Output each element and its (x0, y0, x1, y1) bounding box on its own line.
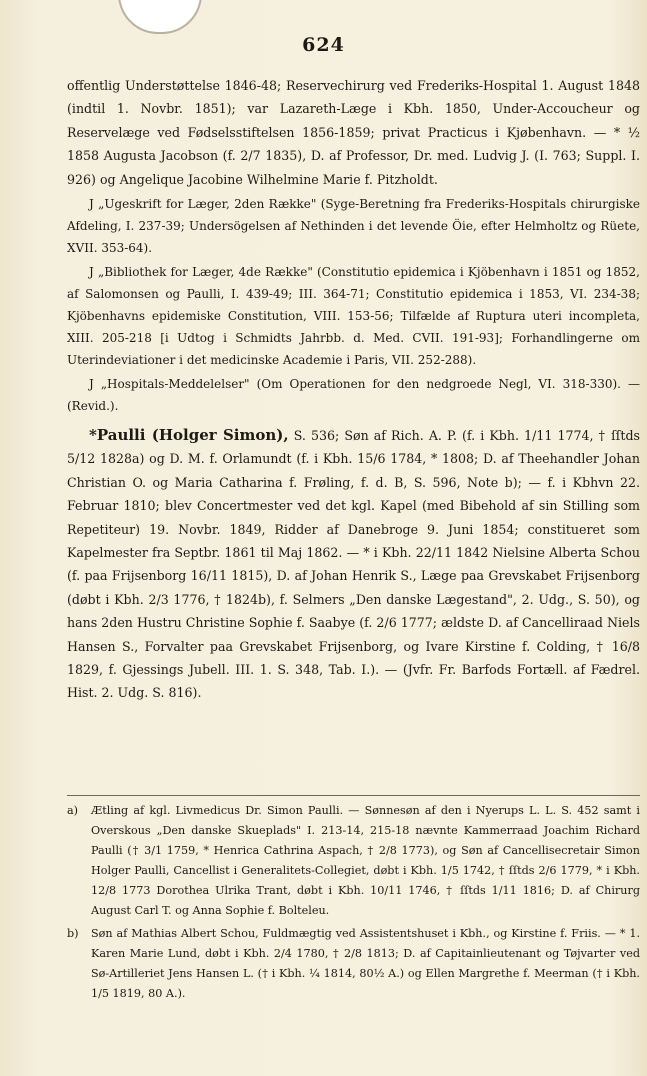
footnotes (67, 801, 640, 1006)
entry-headword: *Paulli (Holger Simon), (89, 426, 289, 444)
reference-bibliothek: J „Bibliothek for Læger, 4de Række" (Constitutio epidemica i Kjöbenhavn i 1851 og 1852, af Salomonsen og Paulli, I. 439-49; III. 364-71; Constitutio epidemica i 1853, VI. 234-38; Kjöbenhavns epidemiske Constitution, VIII. 153-56; Tilfælde af Ruptura uteri incompleta, XIII. 205-218 [i Udtog i Schmidts Jahrbb. d. Med. CVII. 191-93]; Forhandlingerne om Uterindeviationer i det medicinske Academie i Paris, VII. 252-288). (67, 265, 640, 367)
footnote (67, 924, 640, 1004)
paragraph-continuation: offentlig Understøttelse 1846-48; Reservechirurg ved Frederiks-Hospital 1. August 1848 (indtil 1. Novbr. 1851); var Lazareth-Læge i Kbh. 1850, Under-Accoucheur og Reservelæge ved Fødselsstiftelsen 1856-1859; privat Practicus i Kjøbenhavn. — * ½ 1858 Augusta Jacobson (f. 2/7 1835), D. af Professor, Dr. med. Ludvig J. (I. 763; Suppl. I. 926) og Angelique Jacobine Wilhelmine Marie f. Pitzholdt. (67, 78, 640, 187)
main-text (67, 74, 640, 705)
footnote-mark: a) (67, 804, 79, 817)
footnote-mark: b) (67, 926, 79, 940)
reference-ugeskrift: J „Ugeskrift for Læger, 2den Række" (Syge-Beretning fra Frederiks-Hospitals chirurgiske Afdeling, I. 237-39; Undersögelsen af Nethinden i det levende Öie, efter Helmholtz og Rüete, XVII. 353-64). (67, 197, 640, 255)
biography-entry (67, 424, 640, 705)
reference-hospitals-meddelelser: J „Hospitals-Meddelelser" (Om Operationen for den nedgroede Negl, VI. 318-330). — (Revid.). (67, 377, 640, 414)
footnote-text: Ætling af kgl. Livmedicus Dr. Simon Paulli. — Sønnesøn af den i Nyerups L. L. S. 452 samt i Overskous „Den danske Skueplads" I. 213-14, 215-18 nævnte Kammerraad Joachim Richard Paulli († 3/1 1759, * Henrica Cathrina Aspach, † 2/8 1773), og Søn af Cancellisecretair Simon Holger Paulli, Cancellist i Generalitets-Collegiet, døbt i Kbh. 1/5 1742, † ſſtds 2/6 1779, * i Kbh. 12/8 1773 Dorothea Ulrika Trant, døbt i Kbh. 10/11 1746, † ſſtds 1/11 1816; D. af Chirurg August Carl T. og Anna Sophie f. Bolteleu. (91, 804, 640, 918)
footnote (67, 801, 640, 922)
footnote-divider (67, 795, 640, 796)
footnote-text: Søn af Mathias Albert Schou, Fuldmægtig ved Assistentshuset i Kbh., og Kirstine f. Friis. — * 1. Karen Marie Lund, døbt i Kbh. 2/4 1780, † 2/8 1813; D. af Capitainlieutenant og Tøjvarter ved Sø-Artilleriet Jens Hansen L. († i Kbh. ¼ 1814, 80½ A.) og Ellen Margrethe f. Meerman († i Kbh. 1/5 1819, 80 A.). (91, 926, 640, 1000)
page-number: 624 (302, 34, 345, 56)
entry-text: S. 536; Søn af Rich. A. P. (f. i Kbh. 1/11 1774, † ſſtds 5/12 1828a) og D. M. f. Orlamundt (f. i Kbh. 15/6 1784, * 1808; D. af Theehandler Johan Christian O. og Maria Catharina f. Frøling, f. d. B, S. 596, Note b); — f. i Kbhvn 22. Februar 1810; blev Concertmester ved det kgl. Kapel (med Bibehold af sin Stilling som Repetiteur) 19. Novbr. 1849, Ridder af Danebroge 9. Juni 1854; constitueret som Kapelmester fra Septbr. 1861 til Maj 1862. — * i Kbh. 22/11 1842 Nielsine Alberta Schou (f. paa Frijsenborg 16/11 1815), D. af Johan Henrik S., Læge paa Grevskabet Frijsenborg (døbt i Kbh. 2/3 1776, † 1824b), f. Selmers „Den danske Lægestand", 2. Udg., S. 50), og hans 2den Hustru Christine Sophie f. Saabye (f. 2/6 1777; ældste D. af Cancelliraad Niels Hansen S., Forvalter paa Grevskabet Frijsenborg, og Ivare Kirstine f. Colding, † 16/8 1829, f. Gjessings Jubell. III. 1. S. 348, Tab. I.). — (Jvfr. Fr. Barfods Fortæll. af Fædrel. Hist. 2. Udg. S. 816). (67, 428, 640, 701)
binding-notch (118, 0, 202, 34)
